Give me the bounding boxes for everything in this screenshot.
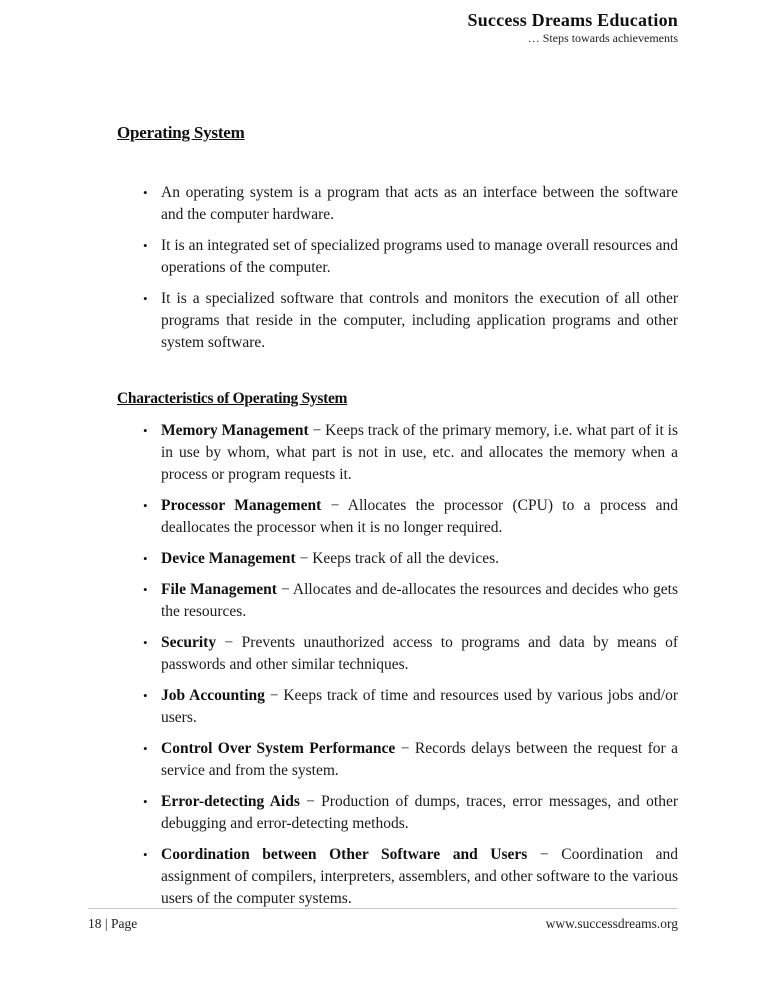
- bullet-icon: •: [143, 498, 148, 513]
- item-desc: − Allocates and de-allocates the resources and decides who gets the resources.: [161, 581, 679, 620]
- list-item: [143, 288, 678, 354]
- list-item: [143, 548, 678, 570]
- item-label: Control Over System Performance: [161, 740, 396, 757]
- item-desc: − Coordination and assignment of compilers, interpreters, assemblers, and other software to the various users of the computer systems.: [161, 846, 679, 907]
- brand-tagline: … Steps towards achievements: [527, 31, 678, 45]
- list-item: [143, 632, 678, 676]
- bullet-icon: •: [143, 635, 148, 650]
- list-item-text: [161, 495, 678, 539]
- item-label: Device Management: [161, 550, 296, 567]
- bullet-icon: •: [143, 741, 148, 756]
- item-desc: − Keeps track of the primary memory, i.e. what part of it is in use by whom, what part is not in use, etc. and allocates the memory when a process or program requests it.: [161, 422, 679, 483]
- page-header: [0, 0, 765, 46]
- item-desc: − Prevents unauthorized access to programs and data by means of passwords and other similar techniques.: [161, 634, 678, 673]
- page-footer: [88, 908, 678, 932]
- list-item-text: It is a specialized software that controls and monitors the execution of all other programs that reside in the computer, including application programs and other system software.: [161, 290, 678, 351]
- list-item-text: [161, 685, 678, 729]
- bullet-icon: •: [143, 291, 148, 306]
- footer-website: www.successdreams.org: [545, 916, 678, 931]
- item-label: Coordination between Other Software and Users: [161, 846, 528, 863]
- list-item: [143, 844, 678, 910]
- list-item-text: [161, 420, 678, 486]
- list-item: [143, 738, 678, 782]
- item-label: Memory Management: [161, 422, 309, 439]
- bullet-icon: •: [143, 582, 148, 597]
- list-item: [143, 579, 678, 623]
- item-label: Security: [161, 634, 217, 651]
- bullet-icon: •: [143, 423, 148, 438]
- list-item: [143, 182, 678, 226]
- list-item: [143, 685, 678, 729]
- section-heading: Characteristics of Operating System: [117, 390, 348, 407]
- item-label: Error-detecting Aids: [161, 793, 300, 810]
- bullet-icon: •: [143, 688, 148, 703]
- item-desc: − Allocates the processor (CPU) to a process and deallocates the processor when it is no longer required.: [161, 497, 679, 536]
- bullet-icon: •: [143, 238, 148, 253]
- bullet-icon: •: [143, 185, 148, 200]
- list-item: [143, 495, 678, 539]
- list-item-text: [161, 791, 678, 835]
- list-item-text: [161, 579, 678, 623]
- list-item: [143, 235, 678, 279]
- intro-bullet-list: [143, 182, 678, 354]
- item-label: Job Accounting: [161, 687, 265, 704]
- characteristics-list: [143, 420, 678, 910]
- brand-title: Success Dreams Education: [467, 10, 678, 30]
- list-item-text: An operating system is a program that acts as an interface between the software and the computer hardware.: [161, 184, 678, 223]
- page-number: 18 | Page: [88, 916, 138, 931]
- list-item-text: [161, 632, 678, 676]
- document-body: [88, 122, 678, 910]
- item-desc: − Production of dumps, traces, error messages, and other debugging and error-detecting methods.: [161, 793, 679, 832]
- item-desc: − Keeps track of time and resources used by various jobs and/or users.: [161, 687, 678, 726]
- item-desc: − Records delays between the request for a service and from the system.: [161, 740, 679, 779]
- item-label: File Management: [161, 581, 277, 598]
- list-item: [143, 791, 678, 835]
- list-item-text: [161, 738, 678, 782]
- bullet-icon: •: [143, 794, 148, 809]
- page-title: Operating System: [117, 123, 245, 142]
- item-desc: − Keeps track of all the devices.: [299, 550, 499, 567]
- list-item-text: [161, 844, 678, 910]
- list-item-text: [161, 548, 678, 570]
- bullet-icon: •: [143, 551, 148, 566]
- item-label: Processor Management: [161, 497, 322, 514]
- list-item-text: It is an integrated set of specialized programs used to manage overall resources and operations of the computer.: [161, 237, 678, 276]
- bullet-icon: •: [143, 847, 148, 862]
- list-item: [143, 420, 678, 486]
